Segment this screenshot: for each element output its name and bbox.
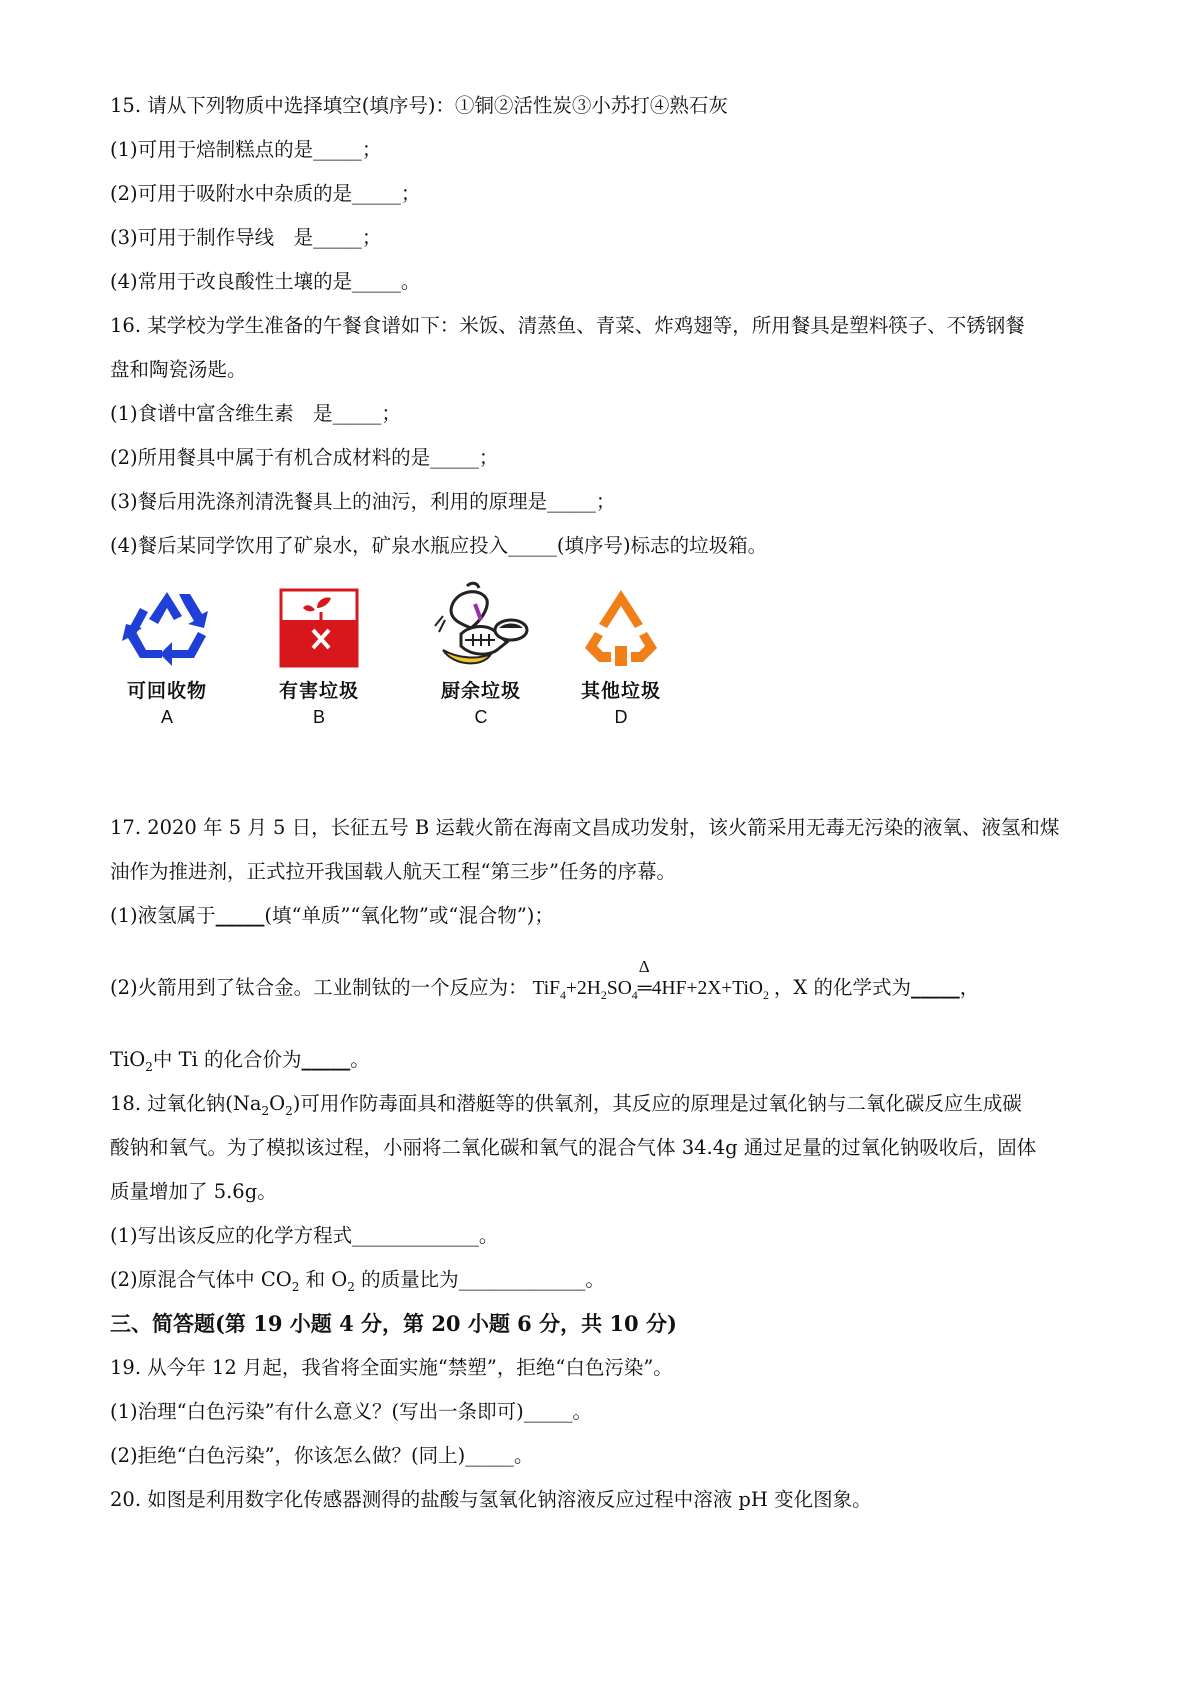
section-3-title: 三、简答题(第 19 小题 4 分，第 20 小题 6 分，共 10 分) [110, 1311, 677, 1336]
bin-letter-d: D [614, 707, 628, 727]
q16-item-3: (3)餐后用洗涤剂清洗餐具上的油污，利用的原理是_____； [110, 490, 616, 513]
bin-label-b: 有害垃圾 [278, 680, 359, 702]
q17-stem-line2: 油作为推进剂，正式拉开我国载人航天工程“第三步”任务的序幕。 [110, 860, 676, 883]
hazardous-waste-icon [277, 586, 361, 670]
q19-item-2: (2)拒绝“白色污染”，你该怎么做？(同上)_____。 [110, 1444, 534, 1467]
q15-item-3: (3)可用于制作导线 是_____； [110, 226, 382, 249]
bin-label-a: 可回收物 [126, 680, 207, 702]
q17-blank-2: _____ [910, 976, 960, 999]
bin-letter-c: C [474, 707, 488, 727]
q17-blank-1: _____ [215, 904, 265, 927]
bin-other [546, 586, 696, 728]
q18-stem-line2: 酸钠和氧气。为了模拟该过程，小丽将二氧化碳和氧气的混合气体 34.4g 通过足量的过氧化钠吸收后，固体 [110, 1136, 1037, 1159]
q18-stem-line1: 18. 过氧化钠$(Na_2O_2)$可用作防毒面具和潜艇等的供氧剂，其反应的原理是过氧化钠与二氧化碳反应生成碳 [110, 1092, 1022, 1118]
bin-letter-a: A [160, 707, 173, 727]
bin-letter-b: B [312, 707, 325, 727]
bin-recyclable [92, 586, 242, 728]
bin-hazardous [244, 586, 394, 728]
q18-stem-line3: 质量增加了 5.6g。 [110, 1180, 277, 1203]
heat-symbol: Δ ═ [637, 957, 652, 999]
bin-label-c: 厨余垃圾 [440, 680, 521, 702]
q17-item-1: (1)液氢属于_____(填“单质”“氧化物”或“混合物”)； [110, 904, 554, 927]
kitchen-waste-icon [431, 580, 531, 670]
q16-stem-line1: 16. 某学校为学生准备的午餐食谱如下：米饭、清蒸鱼、青菜、炸鸡翅等，所用餐具是塑料筷子、不锈钢餐 [110, 314, 1025, 337]
q16-item-4: (4)餐后某同学饮用了矿泉水，矿泉水瓶应投入_____(填序号)标志的垃圾箱。 [110, 534, 768, 557]
other-waste-icon [581, 586, 661, 670]
q17-blank-3: _____ [301, 1048, 351, 1071]
q16-item-1: (1)食谱中富含维生素 是_____； [110, 402, 401, 425]
q16-item-2: (2)所用餐具中属于有机合成材料的是_____； [110, 446, 499, 469]
q18-item-1: (1)写出该反应的化学方程式_____________。 [110, 1224, 499, 1247]
q18-item-2: (2)原混合气体中 $CO_2$ 和 $O_2$ 的质量比为_____________。 [110, 1268, 605, 1294]
q15-item-1: (1)可用于焙制糕点的是_____； [110, 138, 382, 161]
q15-stem: 15. 请从下列物质中选择填空(填序号)：①铜②活性炭③小苏打④熟石灰 [110, 94, 728, 117]
q20-stem: 20. 如图是利用数字化传感器测得的盐酸与氢氧化钠溶液反应过程中溶液 pH 变化图象。 [110, 1488, 872, 1511]
q19-stem: 19. 从今年 12 月起，我省将全面实施“禁塑”，拒绝“白色污染”。 [110, 1356, 673, 1379]
q17-item-3: TiO$_2$中 Ti 的化合价为_____。 [110, 1048, 370, 1074]
chemical-equation: $TiF_4+2H_2SO_4$ Δ ═4HF+2X+TiO$_2$ [532, 957, 770, 1002]
q15-item-4: (4)常用于改良酸性土壤的是_____。 [110, 270, 421, 293]
bin-kitchen [406, 580, 556, 728]
q15-item-2: (2)可用于吸附水中杂质的是_____； [110, 182, 421, 205]
recycle-icon [122, 586, 212, 670]
q17-stem-line1: 17. 2020 年 5 月 5 日，长征五号 B 运载火箭在海南文昌成功发射，该火箭采用无毒无污染的液氧、液氢和煤 [110, 816, 1060, 839]
q16-stem-line2: 盘和陶瓷汤匙。 [110, 358, 247, 381]
q17-item-2: (2)火箭用到了钛合金。工业制钛的一个反应为： $TiF_4+2H_2SO_4$ Δ ═4HF+2X+TiO$_2$ ，X 的化学式为_____， [110, 957, 980, 1002]
q19-item-1: (1)治理“白色污染”有什么意义？(写出一条即可)_____。 [110, 1400, 593, 1423]
bin-label-d: 其他垃圾 [580, 680, 661, 702]
